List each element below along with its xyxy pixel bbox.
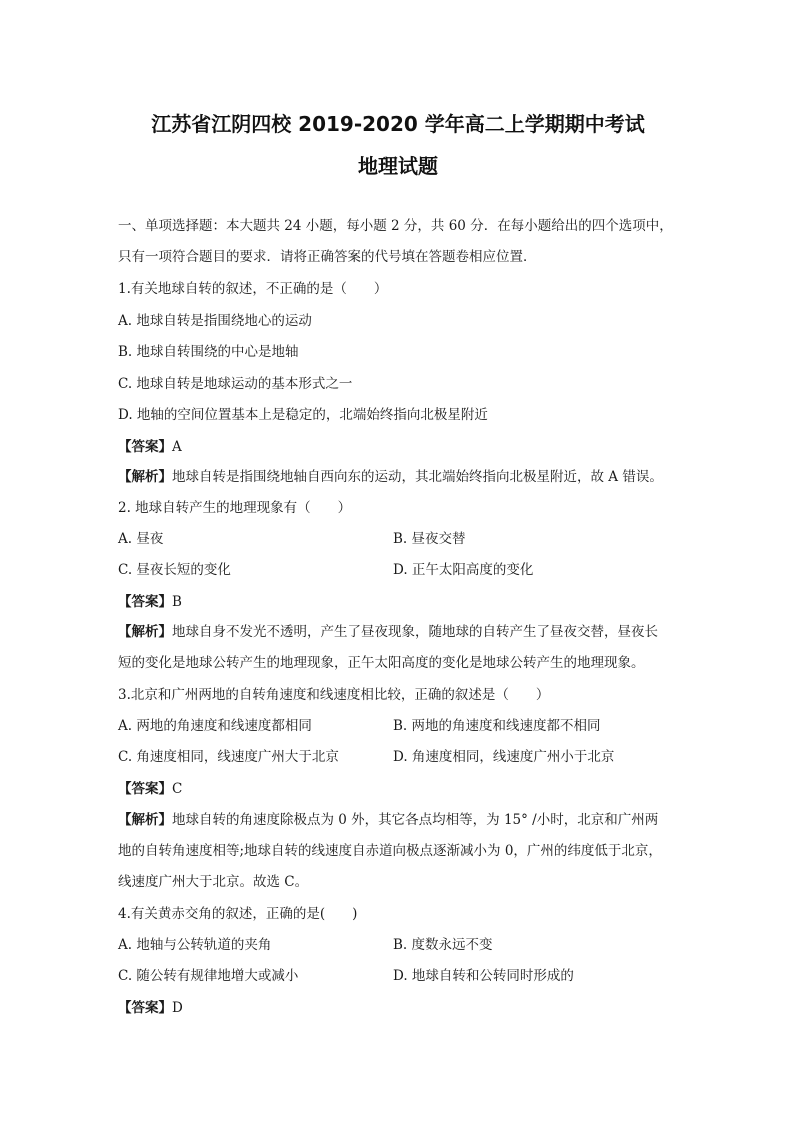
q2-answer bbox=[118, 592, 182, 612]
q3-analysis-line-2: 地的自转角速度相等;地球自转的线速度自赤道向极点逐渐减小为 0，广州的纬度低于北京， bbox=[118, 843, 662, 859]
q2-stem: 2. 地球自转产生的地理现象有（ ） bbox=[118, 500, 352, 516]
answer-tag: 【答案】 bbox=[118, 1000, 172, 1016]
q1-answer-value: A bbox=[172, 439, 182, 455]
q2-answer-value: B bbox=[172, 594, 182, 610]
q4-stem: 4.有关黄赤交角的叙述，正确的是( ) bbox=[118, 906, 358, 922]
q3-option-a: A. 两地的角速度和线速度都相同 bbox=[118, 718, 312, 734]
q3-analysis-line-1 bbox=[118, 810, 658, 830]
q2-analysis-line-1 bbox=[118, 622, 658, 642]
q1-option-a: A. 地球自转是指围绕地心的运动 bbox=[118, 313, 312, 329]
q2-analysis-text-1: 地球自身不发光不透明，产生了昼夜现象，随地球的自转产生了昼夜交替，昼夜长 bbox=[172, 624, 658, 640]
q2-option-d: D. 正午太阳高度的变化 bbox=[393, 562, 534, 578]
q1-analysis bbox=[118, 467, 663, 487]
q3-option-c: C. 角速度相同，线速度广州大于北京 bbox=[118, 749, 339, 765]
q1-option-c: C. 地球自转是地球运动的基本形式之一 bbox=[118, 376, 353, 392]
q3-analysis-text-1: 地球自转的角速度除极点为 0 外，其它各点均相等，为 15° /小时，北京和广州两 bbox=[172, 812, 659, 828]
analysis-tag: 【解析】 bbox=[118, 624, 172, 640]
q4-option-a: A. 地轴与公转轨道的夹角 bbox=[118, 937, 272, 953]
q3-option-b: B. 两地的角速度和线速度都不相同 bbox=[393, 718, 601, 734]
section-instructions-line-1: 一、单项选择题：本大题共 24 小题，每小题 2 分，共 60 分．在每小题给出的四个选项中， bbox=[118, 218, 673, 234]
q1-analysis-text: 地球自转是指围绕地轴自西向东的运动，其北端始终指向北极星附近，故 A 错误。 bbox=[172, 469, 663, 485]
q1-stem: 1.有关地球自转的叙述，不正确的是（ ） bbox=[118, 281, 388, 297]
q3-answer-value: C bbox=[172, 781, 183, 797]
q3-option-d: D. 角速度相同，线速度广州小于北京 bbox=[393, 749, 615, 765]
q4-answer-value: D bbox=[172, 1000, 183, 1016]
answer-tag: 【答案】 bbox=[118, 781, 172, 797]
document-title: 江苏省江阴四校 2019-2020 学年高二上学期期中考试 bbox=[151, 112, 645, 136]
q2-option-a: A. 昼夜 bbox=[118, 531, 164, 547]
q1-answer bbox=[118, 437, 182, 457]
answer-tag: 【答案】 bbox=[118, 439, 172, 455]
q2-option-c: C. 昼夜长短的变化 bbox=[118, 562, 231, 578]
q3-answer bbox=[118, 779, 182, 799]
q3-analysis-line-3: 线速度广州大于北京。故选 C。 bbox=[118, 874, 309, 890]
analysis-tag: 【解析】 bbox=[118, 812, 172, 828]
q4-option-b: B. 度数永远不变 bbox=[393, 937, 493, 953]
answer-tag: 【答案】 bbox=[118, 594, 172, 610]
q2-analysis-line-2: 短的变化是地球公转产生的地理现象，正午太阳高度的变化是地球公转产生的地理现象。 bbox=[118, 655, 645, 671]
q4-option-c: C. 随公转有规律地增大或减小 bbox=[118, 968, 299, 984]
document-subtitle: 地理试题 bbox=[358, 154, 438, 178]
q1-option-b: B. 地球自转围绕的中心是地轴 bbox=[118, 344, 299, 360]
q2-option-b: B. 昼夜交替 bbox=[393, 531, 466, 547]
q4-answer bbox=[118, 998, 183, 1018]
q4-option-d: D. 地球自转和公转同时形成的 bbox=[393, 968, 574, 984]
analysis-tag: 【解析】 bbox=[118, 469, 172, 485]
q1-option-d: D. 地轴的空间位置基本上是稳定的，北端始终指向北极星附近 bbox=[118, 407, 488, 423]
q3-stem: 3.北京和广州两地的自转角速度和线速度相比较，正确的叙述是（ ） bbox=[118, 687, 550, 703]
section-instructions-line-2: 只有一项符合题目的要求．请将正确答案的代号填在答题卷相应位置． bbox=[118, 249, 537, 265]
